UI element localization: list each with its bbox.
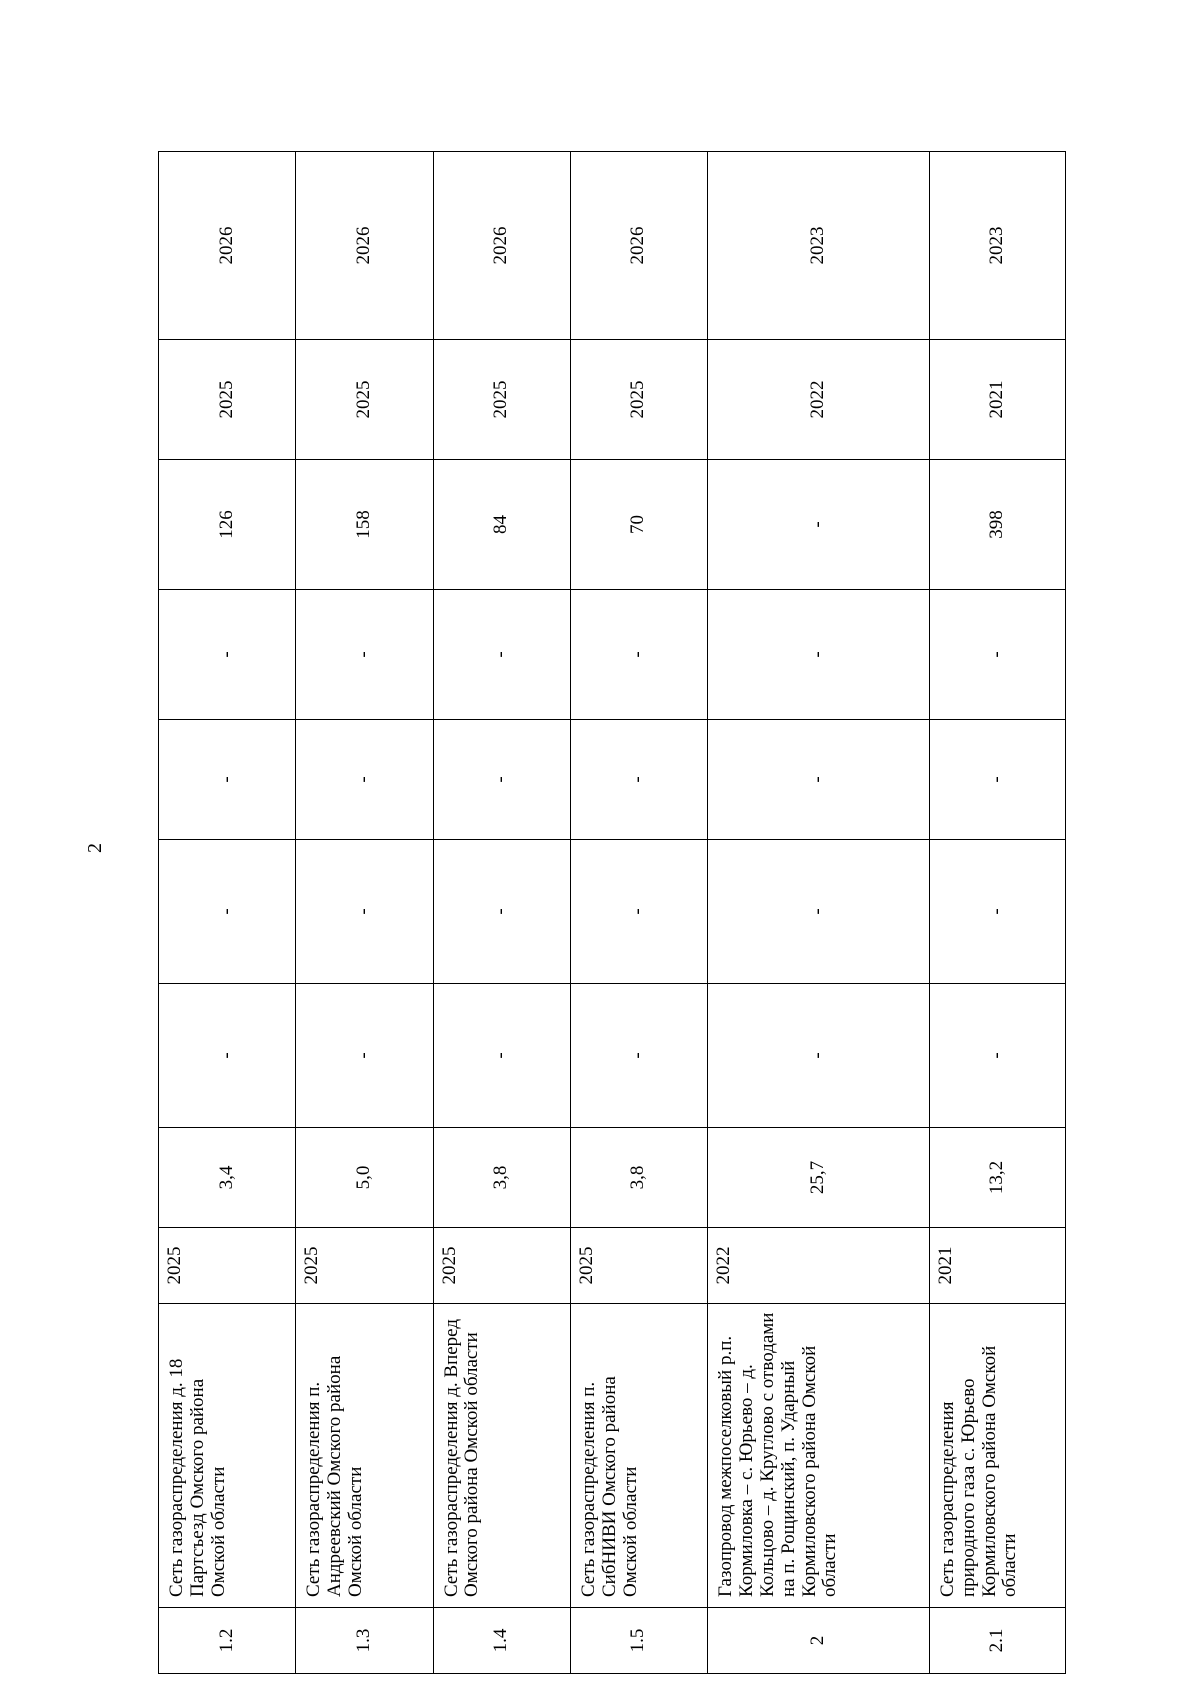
value-cell-4: - [296,590,433,720]
end-year-cell: 2026 [433,152,570,340]
value-cell-2: - [296,840,433,984]
row-number-cell: 1.2 [159,1608,296,1674]
length-cell: 3,4 [159,1128,296,1228]
value-cell-4: - [708,590,930,720]
start-year-cell: 2025 [159,340,296,460]
quantity-cell: 158 [296,460,433,590]
quantity-cell: 70 [570,460,707,590]
table-row [159,152,296,1674]
row-number-cell: 1.3 [296,1608,433,1674]
value-cell-1: - [159,984,296,1128]
object-name-cell: Сеть газораспределения д. Вперед Омского района Омской области [433,1304,570,1608]
value-cell-1: - [708,984,930,1128]
length-cell: 5,0 [296,1128,433,1228]
object-name-cell: Сеть газораспределения п. СибНИВИ Омского района Омской области [570,1304,707,1608]
value-cell-3: - [570,720,707,840]
start-year-cell: 2021 [929,340,1065,460]
value-cell-4: - [929,590,1065,720]
end-year-cell: 2026 [159,152,296,340]
data-table [158,151,1066,1674]
quantity-cell: - [708,460,930,590]
row-number-cell: 2 [708,1608,930,1674]
object-name-cell: Сеть газораспределения д. 18 Партсъезд Омского района Омской области [159,1304,296,1608]
row-number-cell: 2.1 [929,1608,1065,1674]
value-cell-1: - [296,984,433,1128]
page-number: 2 [84,843,106,853]
row-number-cell: 1.5 [570,1608,707,1674]
value-cell-2: - [433,840,570,984]
value-cell-1: - [433,984,570,1128]
object-name-cell: Сеть газораспределения природного газа с. Юрьево Кормиловского района Омской области [929,1304,1065,1608]
value-cell-2: - [708,840,930,984]
length-cell: 25,7 [708,1128,930,1228]
value-cell-2: - [159,840,296,984]
start-year-cell: 2025 [433,340,570,460]
commission-year-cell: 2025 [433,1228,570,1304]
length-cell: 3,8 [433,1128,570,1228]
row-number-cell: 1.4 [433,1608,570,1674]
table-row [570,152,707,1674]
value-cell-3: - [433,720,570,840]
table-row [433,152,570,1674]
quantity-cell: 126 [159,460,296,590]
table-row [929,152,1065,1674]
start-year-cell: 2025 [296,340,433,460]
commission-year-cell: 2021 [929,1228,1065,1304]
value-cell-1: - [929,984,1065,1128]
quantity-cell: 84 [433,460,570,590]
value-cell-1: - [570,984,707,1128]
end-year-cell: 2023 [929,152,1065,340]
end-year-cell: 2026 [570,152,707,340]
value-cell-4: - [570,590,707,720]
length-cell: 13,2 [929,1128,1065,1228]
value-cell-4: - [433,590,570,720]
commission-year-cell: 2025 [570,1228,707,1304]
object-name-cell: Газопровод межпоселковый р.п. Кормиловка – с. Юрьево – д. Кольцово – д. Круглово с отводами на п. Рощинский, п. Ударный Кормиловского района Омской области [708,1304,930,1608]
value-cell-4: - [159,590,296,720]
object-name-cell: Сеть газораспределения п. Андреевский Омского района Омской области [296,1304,433,1608]
start-year-cell: 2025 [570,340,707,460]
commission-year-cell: 2025 [159,1228,296,1304]
table-row [708,152,930,1674]
value-cell-2: - [929,840,1065,984]
length-cell: 3,8 [570,1128,707,1228]
start-year-cell: 2022 [708,340,930,460]
value-cell-3: - [159,720,296,840]
value-cell-2: - [570,840,707,984]
value-cell-3: - [929,720,1065,840]
quantity-cell: 398 [929,460,1065,590]
value-cell-3: - [708,720,930,840]
commission-year-cell: 2025 [296,1228,433,1304]
table-row [296,152,433,1674]
value-cell-3: - [296,720,433,840]
end-year-cell: 2026 [296,152,433,340]
rotated-table-wrapper [158,152,1066,1674]
commission-year-cell: 2022 [708,1228,930,1304]
end-year-cell: 2023 [708,152,930,340]
